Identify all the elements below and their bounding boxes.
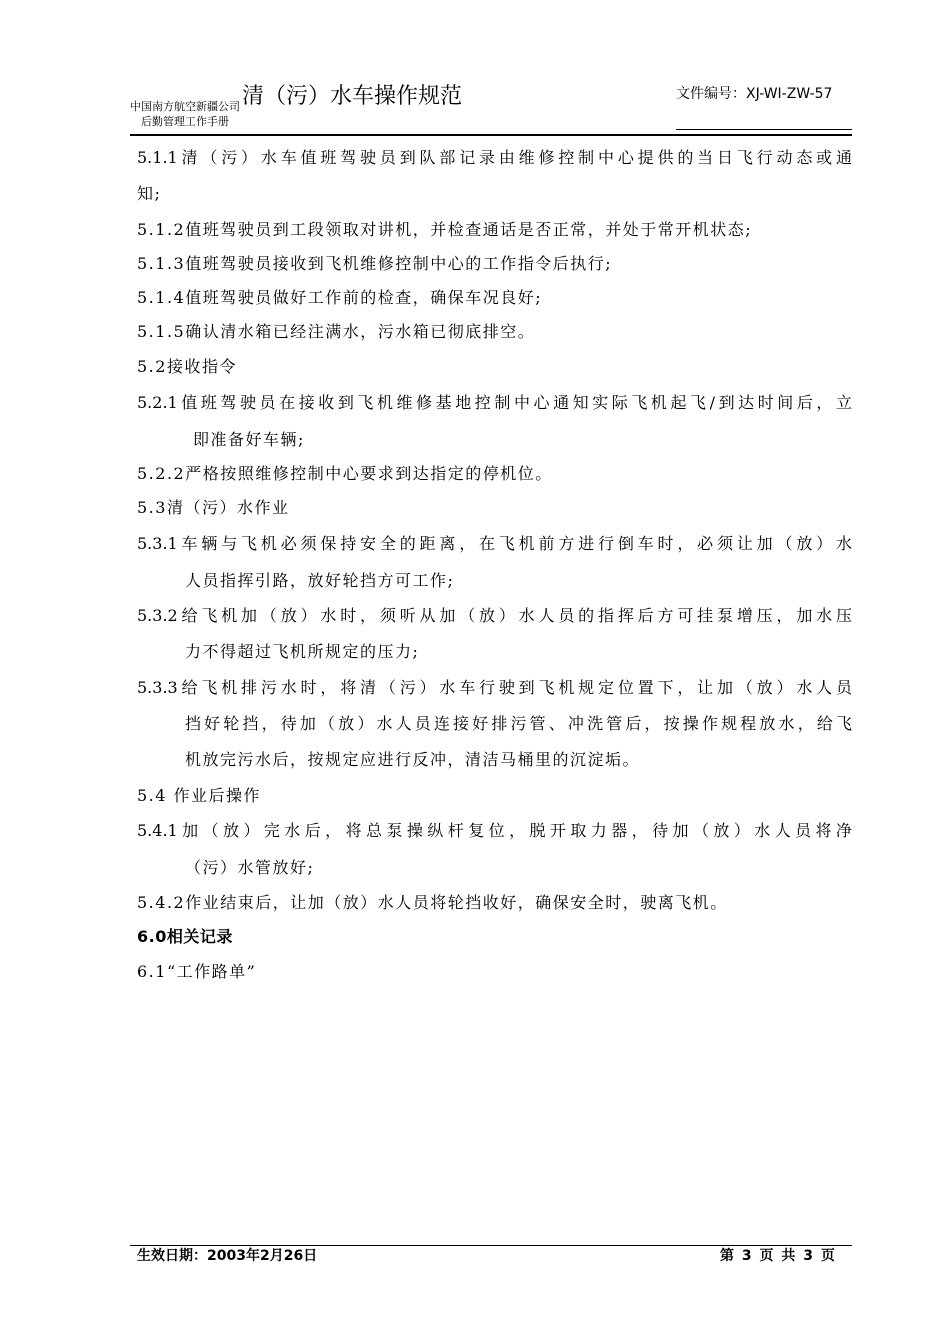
clause-5-3-2-cont: 力不得超过飞机所规定的压力;	[185, 642, 420, 661]
section-6-0-heading: 6.0相关记录	[137, 927, 233, 946]
document-number: 文件编号：XJ-WI-ZW-57	[676, 86, 833, 102]
clause-5-4-1: 5.4.1加（放）完水后，将总泵操纵杆复位，脱开取力器，待加（放）水人员将净	[137, 821, 852, 840]
handbook-name: 后勤管理工作手册	[141, 115, 229, 128]
clause-5-3-3: 5.3.3给飞机排污水时，将清（污）水车行驶到飞机规定位置下，让加（放）水人员	[137, 678, 852, 697]
clause-5-1-5: 5.1.5确认清水箱已经注满水，污水箱已彻底排空。	[137, 322, 536, 341]
section-5-2-heading: 5.2接收指令	[137, 357, 237, 376]
clause-5-4-1-cont: （污）水管放好;	[185, 858, 315, 877]
section-5-4-heading: 5.4 作业后操作	[137, 786, 262, 805]
footer-divider	[130, 1245, 852, 1246]
clause-5-3-3-cont-1: 挡好轮挡，待加（放）水人员连接好排污管、冲洗管后，按操作规程放水，给飞	[185, 714, 852, 733]
clause-5-3-3-cont-2: 机放完污水后，按规定应进行反冲，清洁马桶里的沉淀垢。	[185, 750, 641, 769]
clause-5-1-1: 5.1.1清（污）水车值班驾驶员到队部记录由维修控制中心提供的当日飞行动态或通	[137, 148, 852, 167]
section-5-3-heading: 5.3清（污）水作业	[137, 498, 290, 517]
company-name: 中国南方航空新疆公司	[130, 100, 240, 113]
clause-5-2-2: 5.2.2严格按照维修控制中心要求到达指定的停机位。	[137, 464, 553, 483]
clause-6-1: 6.1“工作路单”	[137, 962, 257, 981]
page-number: 第 3 页 共 3 页	[720, 1248, 835, 1264]
clause-5-2-1-cont: 即准备好车辆;	[193, 430, 305, 449]
clause-5-2-1: 5.2.1值班驾驶员在接收到飞机维修基地控制中心通知实际飞机起飞/到达时间后，立	[137, 393, 852, 412]
clause-5-1-1-cont: 知;	[137, 184, 162, 203]
clause-5-3-1: 5.3.1车辆与飞机必须保持安全的距离，在飞机前方进行倒车时，必须让加（放）水	[137, 534, 852, 553]
clause-5-1-2: 5.1.2值班驾驶员到工段领取对讲机，并检查通话是否正常，并处于常开机状态;	[137, 220, 753, 239]
clause-5-1-3: 5.1.3值班驾驶员接收到飞机维修控制中心的工作指令后执行;	[137, 254, 613, 273]
clause-5-3-2: 5.3.2给飞机加（放）水时，须听从加（放）水人员的指挥后方可挂泵增压，加水压	[137, 606, 852, 625]
header-divider	[130, 134, 852, 136]
clause-5-3-1-cont: 人员指挥引路，放好轮挡方可工作;	[185, 571, 455, 590]
document-title: 清（污）水车操作规范	[242, 84, 463, 109]
clause-5-4-2: 5.4.2作业结束后，让加（放）水人员将轮挡收好，确保安全时，驶离飞机。	[137, 893, 728, 912]
clause-5-1-4: 5.1.4值班驾驶员做好工作前的检查，确保车况良好;	[137, 288, 543, 307]
doc-number-underline	[676, 129, 852, 130]
effective-date: 生效日期：2003年2月26日	[137, 1248, 318, 1264]
